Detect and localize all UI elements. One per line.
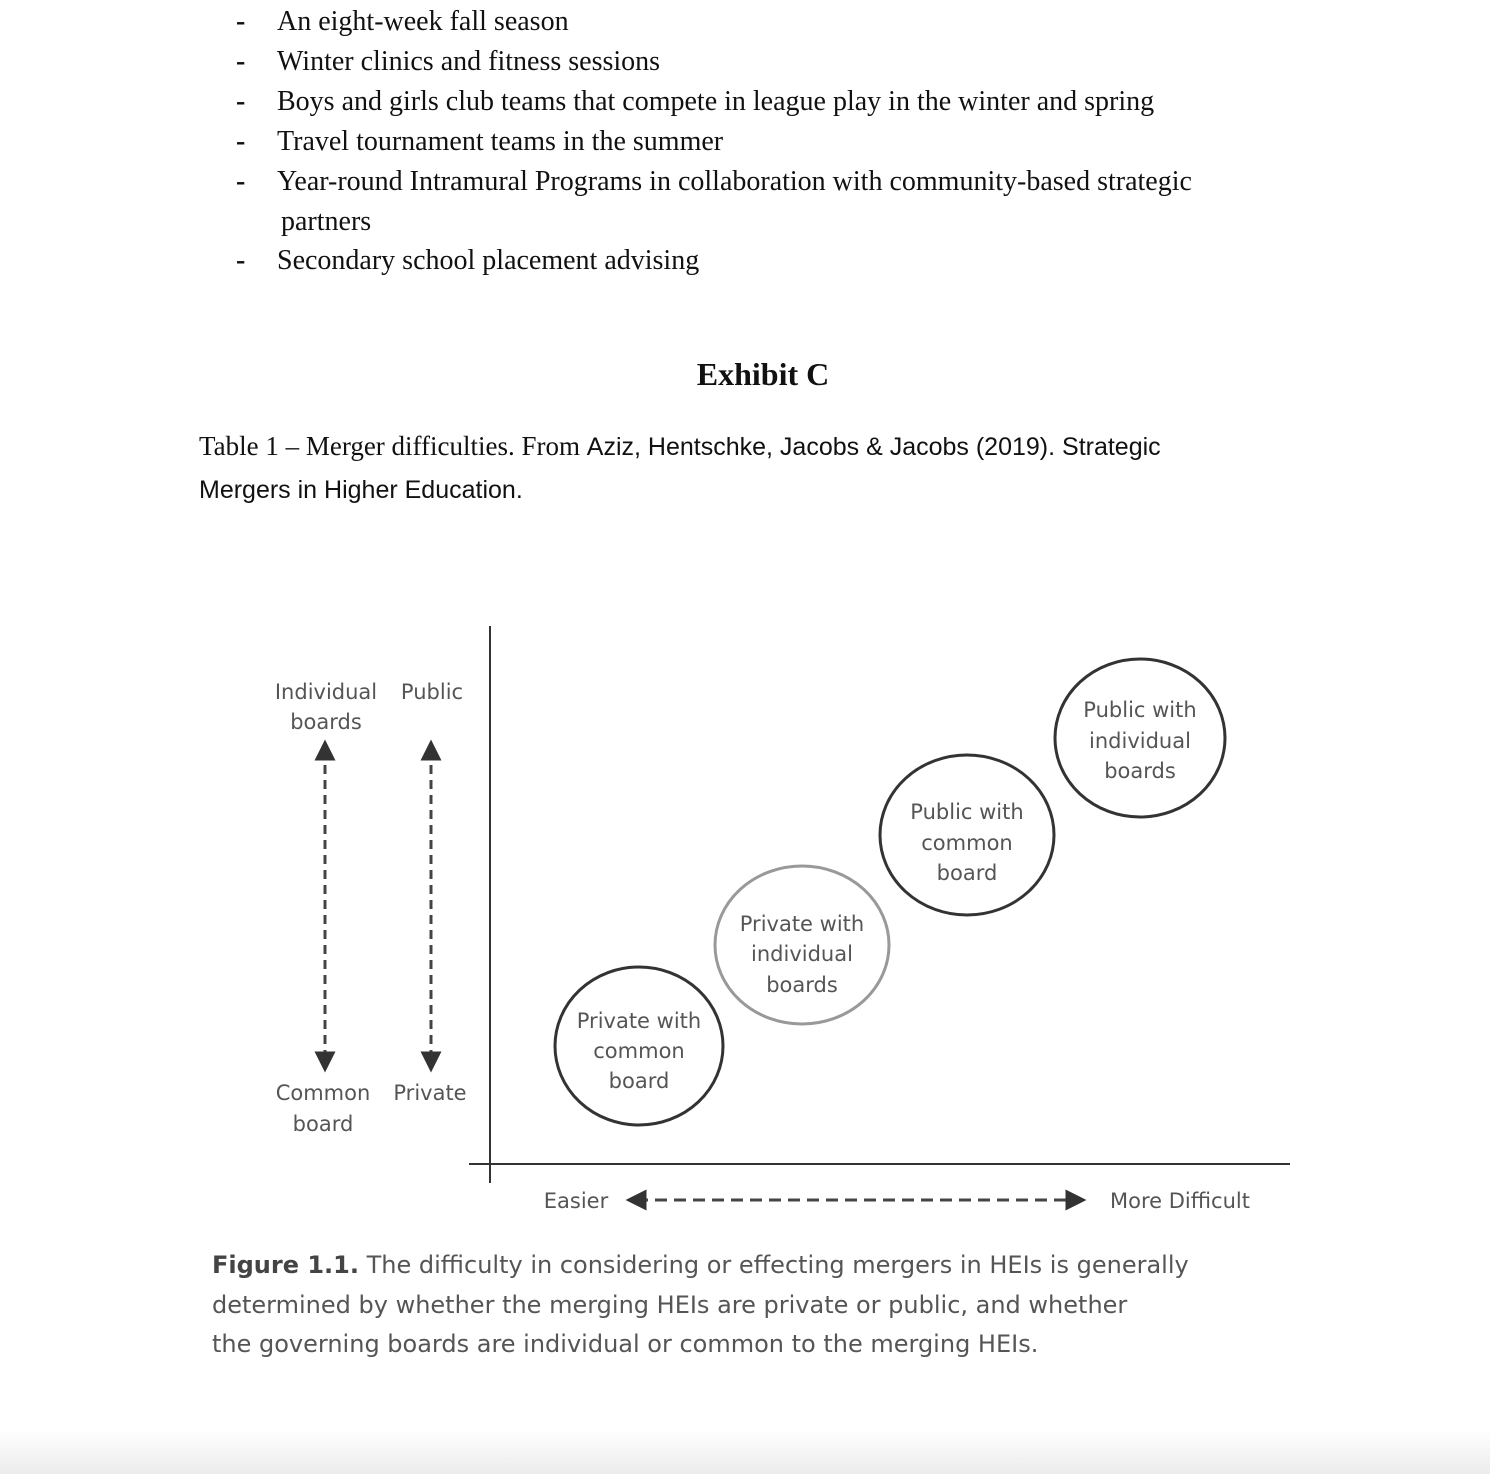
list-item <box>0 122 1490 162</box>
caption-part2: Aziz, Hentschke, Jacobs & Jacobs (2019). Strategic <box>586 433 1161 461</box>
circle-public-common <box>880 755 1054 915</box>
circle-label-line2: individual <box>751 942 853 966</box>
caption-part3: Mergers in Higher Education. <box>199 476 523 504</box>
private-label: Private <box>393 1081 467 1105</box>
circle-private-common <box>555 967 723 1125</box>
list-item <box>0 82 1490 122</box>
list-item-text: Boys and girls club teams that compete in league play in the winter and spring <box>277 86 1155 117</box>
figure-caption <box>212 1246 1372 1365</box>
circle-label-line3: board <box>936 861 998 885</box>
circle-outline <box>880 755 1054 915</box>
more-difficult-label: More Difficult <box>1110 1189 1250 1213</box>
circle-outline <box>715 866 889 1024</box>
circle-label-line2: common <box>593 1039 685 1063</box>
figure-caption-line2: determined by whether the merging HEIs are private or public, and whether <box>212 1290 1128 1319</box>
easier-label: Easier <box>543 1189 609 1213</box>
individual-boards-label-line2: boards <box>290 710 362 734</box>
circle-label-line2: individual <box>1089 729 1191 753</box>
list-item <box>0 162 1490 237</box>
circle-label-line3: boards <box>766 973 838 997</box>
circle-label-line1: Private with <box>739 912 865 936</box>
bullet-dash: - <box>236 245 246 276</box>
bullet-dash: - <box>236 6 246 37</box>
caption-part1: Table 1 – Merger difficulties. From <box>199 431 587 461</box>
common-board-label-line1: Common <box>275 1081 371 1105</box>
circle-public-individual <box>1055 659 1225 817</box>
list-item-continuation: partners <box>281 206 372 237</box>
figure-caption-line1: The difficulty in considering or effecting mergers in HEIs is generally <box>359 1251 1189 1279</box>
circle-label-line3: board <box>608 1069 670 1093</box>
figure-caption-line3: the governing boards are individual or common to the merging HEIs. <box>212 1330 1039 1358</box>
public-label: Public <box>400 680 464 704</box>
circle-label-line3: boards <box>1104 759 1176 783</box>
list-item <box>0 42 1490 82</box>
list-item-text: Winter clinics and fitness sessions <box>277 46 661 77</box>
list-item <box>0 2 1490 42</box>
bullet-dash: - <box>236 86 246 117</box>
table-caption <box>199 425 1309 511</box>
circle-outline <box>1055 659 1225 817</box>
circle-label-line1: Public with <box>910 800 1024 824</box>
individual-boards-label-line1: Individual <box>274 680 378 704</box>
page-bottom-shadow <box>0 1430 1490 1474</box>
list-item-text: An eight-week fall season <box>277 6 569 37</box>
circle-private-individual <box>715 866 889 1024</box>
circle-label-line1: Private with <box>576 1009 702 1033</box>
bullet-dash: - <box>236 46 246 77</box>
list-item-text: Secondary school placement advising <box>277 245 700 276</box>
list-item <box>0 241 1490 281</box>
bullet-dash: - <box>236 166 246 197</box>
circle-label-line1: Public with <box>1083 698 1197 722</box>
circle-label-line2: common <box>921 831 1013 855</box>
list-item-text: Year-round Intramural Programs in collaboration with community-based strategic <box>277 166 1192 197</box>
circle-outline <box>555 967 723 1125</box>
figure-caption-label: Figure 1.1. <box>212 1251 359 1279</box>
bullet-dash: - <box>236 126 246 157</box>
common-board-label-line2: board <box>292 1112 354 1136</box>
exhibit-title: Exhibit C <box>696 356 830 392</box>
list-item-text: Travel tournament teams in the summer <box>277 126 724 157</box>
